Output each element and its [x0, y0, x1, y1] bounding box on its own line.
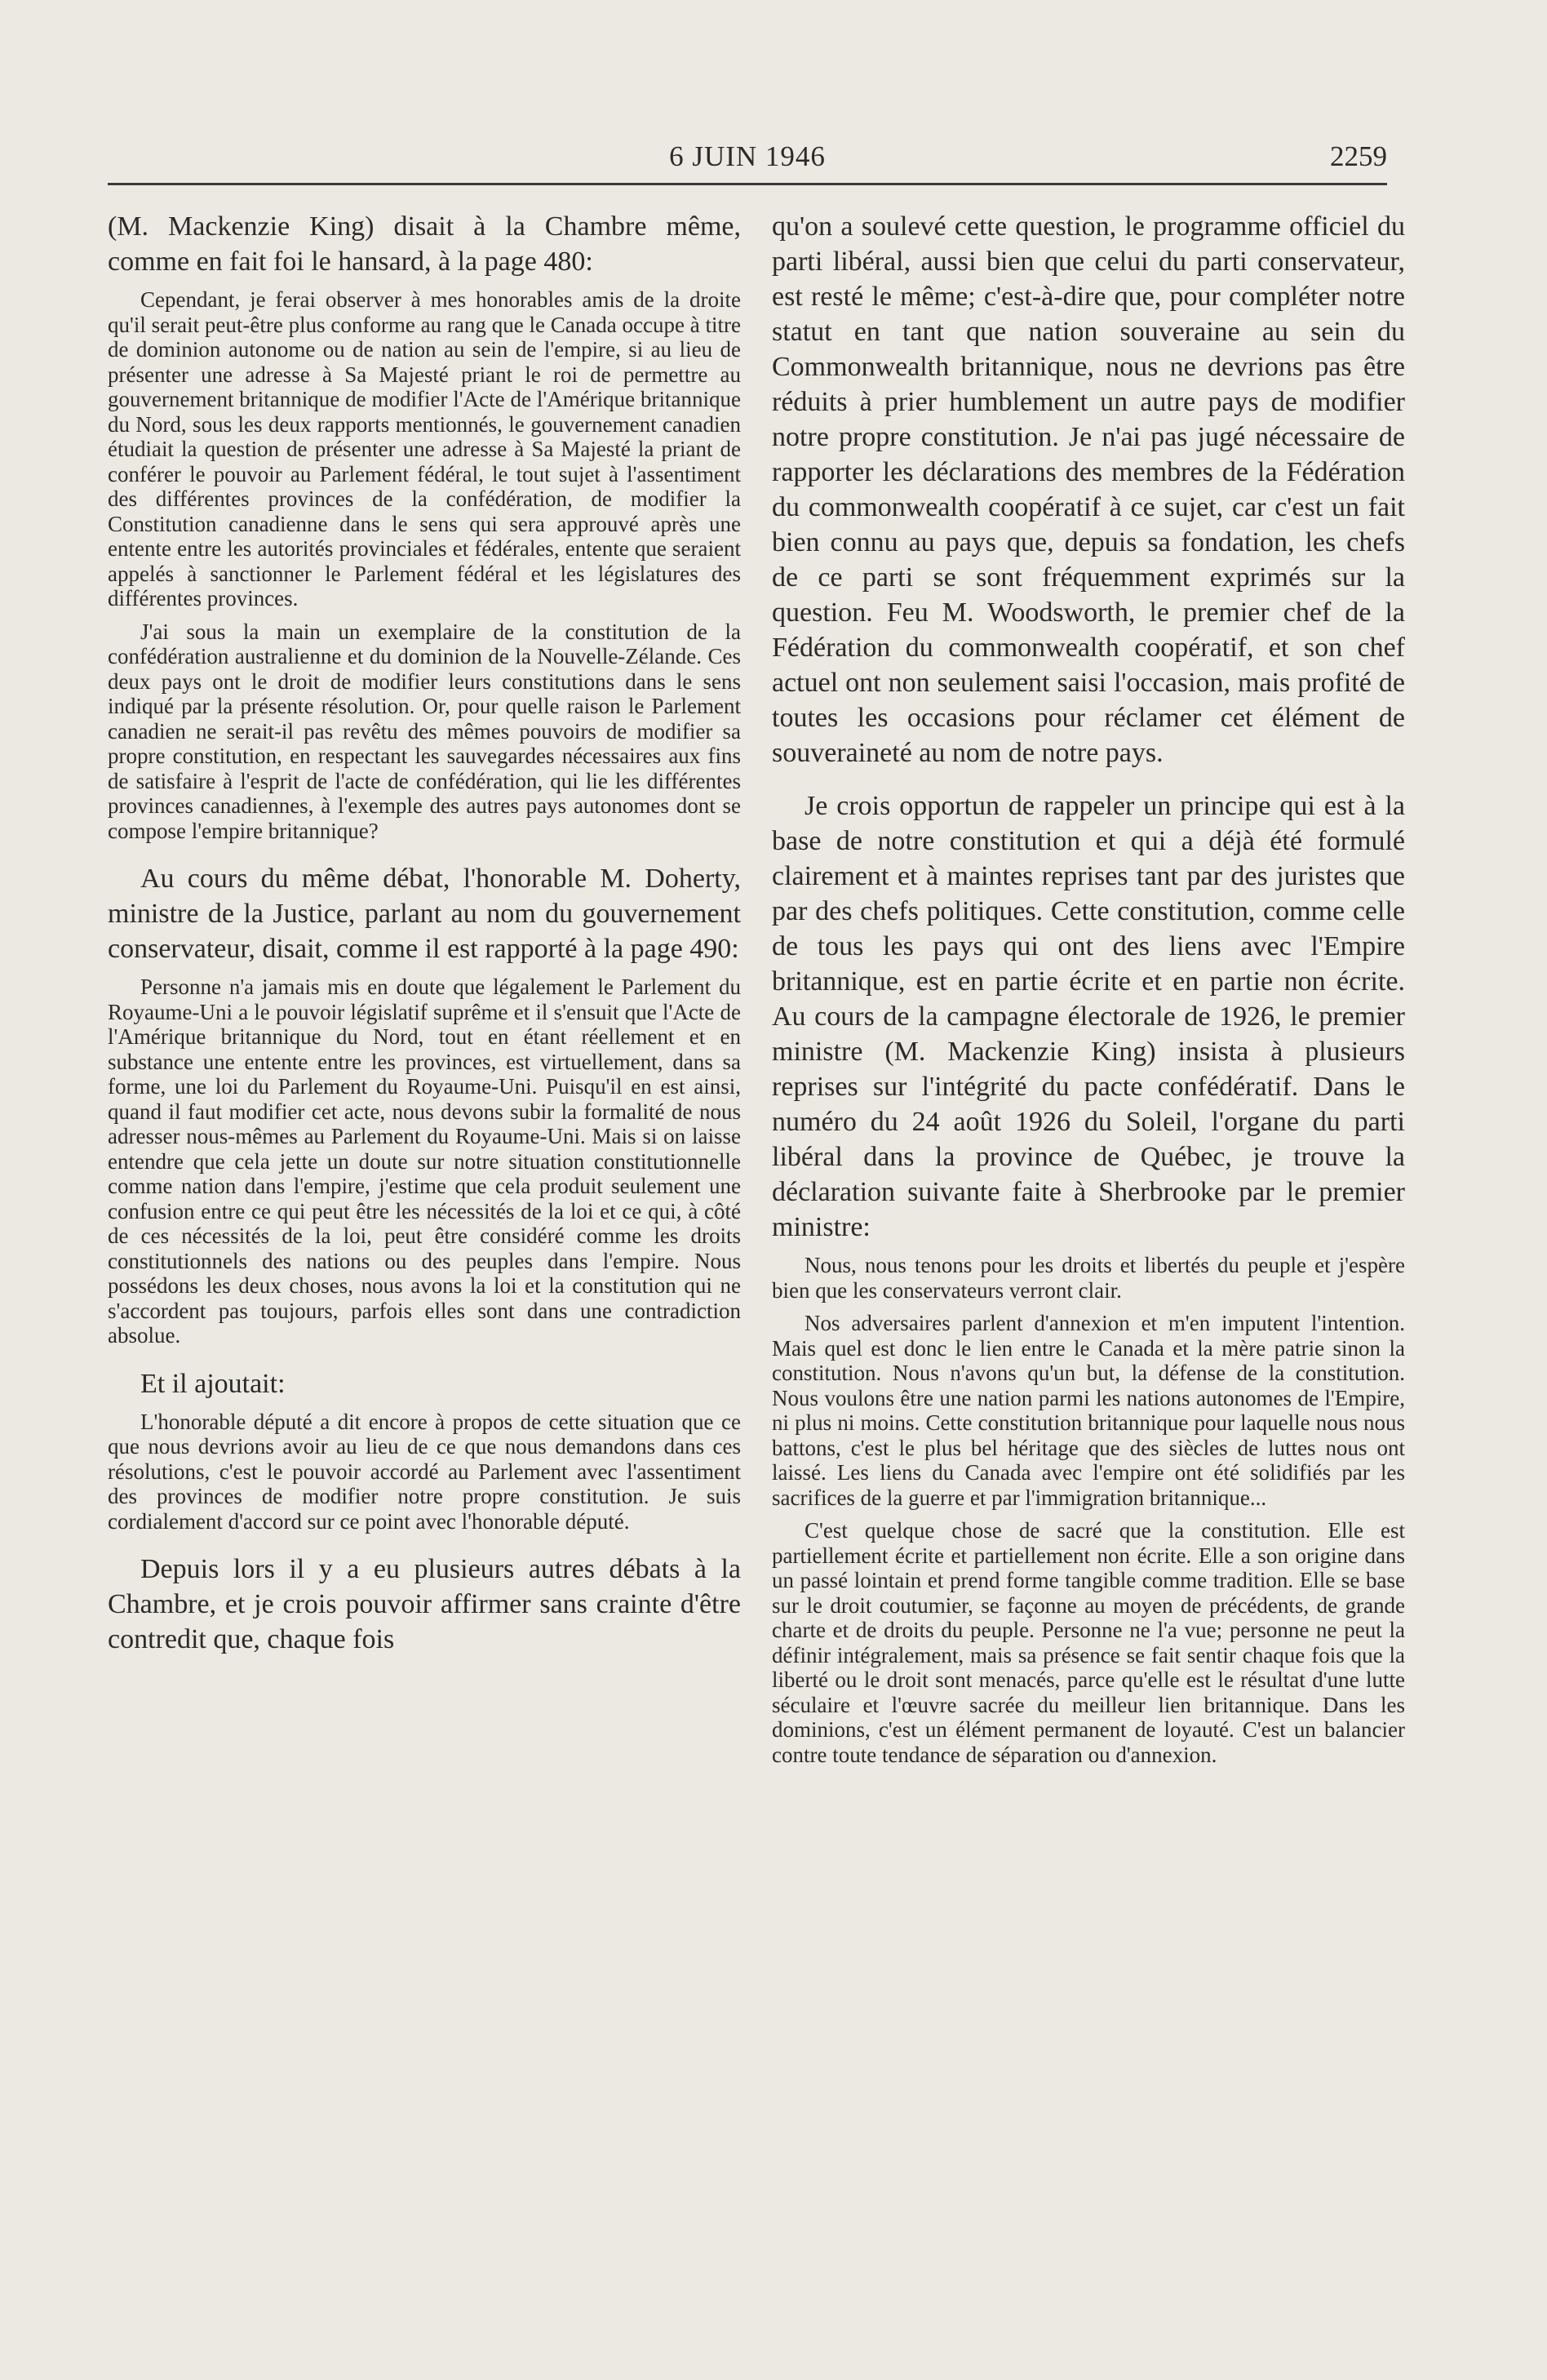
quote-paragraph: C'est quelque chose de sacré que la constitution. Elle est partiellement écrite et partiellement non écrite. Elle a son origine dans un passé lointain et prend forme tangible comme tradition. Elle se base sur le droit coutumier, se façonne au moyen de précédents, de grande charte et de droits du peuple. Personne ne l'a vue; personne ne peut la définir intégralement, mais sa présence se fait sentir chaque fois que la liberté ou le droit sont menacés, parce qu'elle est le résultat d'une lutte séculaire et l'œuvre sacrée du meilleur lien britannique. Dans les dominions, c'est un élément permanent de loyauté. C'est un balancier contre toute tendance de séparation ou d'annexion.	[772, 1518, 1405, 1767]
paragraph: Depuis lors il y a eu plusieurs autres débats à la Chambre, et je crois pouvoir affirmer sans crainte d'être contredit que, chaque fois	[108, 1554, 741, 1654]
page-header	[108, 137, 1387, 178]
quote-paragraph: Cependant, je ferai observer à mes honorables amis de la droite qu'il serait peut-être plus conforme au rang que le Canada occupe à titre de dominion autonome ou de nation au sein de l'empire, si au lieu de présenter une adresse à Sa Majesté priant le roi de permettre au gouvernement britannique de modifier l'Acte de l'Amérique britannique du Nord, sous les deux rapports mentionnés, le gouvernement canadien étudiait la question de présenter une adresse à Sa Majesté la priant de conférer le pouvoir au Parlement fédéral, le tout sujet à l'assentiment des différentes provinces de la confédération, de modifier la Constitution canadienne dans le sens qui sera approuvé après une entente entre les autorités provinciales et fédérales, entente que seraient appelés à sanctionner le Parlement fédéral et les législatures des différentes provinces.	[108, 287, 741, 611]
quote-paragraph: L'honorable député a dit encore à propos de cette situation que ce que nous devrions avoir au lieu de ce que nous demandons dans ces résolutions, c'est le pouvoir accordé au Parlement avec l'assentiment des provinces de modifier notre propre constitution. Je suis cordialement d'accord sur ce point avec l'honorable député.	[108, 1409, 741, 1534]
quote-paragraph: J'ai sous la main un exemplaire de la constitution de la confédération australienne et du dominion de la Nouvelle-Zélande. Ces deux pays ont le droit de modifier leurs constitutions dans le sens indiqué par la présente résolution. Or, pour quelle raison le Parlement canadien ne serait-il pas revêtu des mêmes pouvoirs de modifier sa propre constitution, en respectant les sauvegardes nécessaires aux fins de satisfaire à l'esprit de l'acte de confédération, qui lie les différentes provinces canadiennes, à l'exemple des autres pays autonomes dont se compose l'empire britannique?	[108, 619, 741, 843]
left-column	[108, 209, 741, 1657]
paragraph: Je crois opportun de rappeler un principe qui est à la base de notre constitution et qui a déjà été formulé clairement et à maintes reprises tant par des juristes que par des chefs politiques. Cette constitution, comme celle de tous les pays qui ont des liens avec l'Empire britannique, est en partie écrite et en partie non écrite. Au cours de la campagne électorale de 1926, le premier ministre (M. Mackenzie King) insista à plusieurs reprises sur l'intégrité du pacte confédératif. Dans le numéro du 24 août 1926 du Soleil, l'organe du parti libéral dans la province de Québec, je trouve la déclaration suivante faite à Sherbrooke par le premier ministre:	[772, 791, 1405, 1242]
paragraph: Au cours du même débat, l'honorable M. Doherty, ministre de la Justice, parlant au nom du gouvernement conservateur, disait, comme il est rapporté à la page 490:	[108, 864, 741, 964]
quote-paragraph: Nous, nous tenons pour les droits et libertés du peuple et j'espère bien que les conservateurs verront clair.	[772, 1253, 1405, 1303]
quote-paragraph: Nos adversaires parlent d'annexion et m'en imputent l'intention. Mais quel est donc le lien entre le Canada et la mère patrie sinon la constitution. Nous n'avons qu'un but, la défense de la constitution. Nous voulons être une nation parmi les nations autonomes de l'Empire, ni plus ni moins. Cette constitution britannique pour laquelle nous nous battons, c'est le plus bel héritage que des siècles de luttes nous ont laissé. Les liens du Canada avec l'empire ont été solidifiés par les sacrifices de la guerre et par l'immigration britannique...	[772, 1311, 1405, 1510]
paragraph: Et il ajoutait:	[140, 1368, 286, 1399]
page-number: 2259	[1330, 140, 1387, 172]
quote-paragraph: Personne n'a jamais mis en doute que légalement le Parlement du Royaume-Uni a le pouvoir législatif suprême et il s'ensuit que l'Acte de l'Amérique britannique du Nord, tout en étant réellement et en substance une entente entre les provinces, est virtuellement, dans sa forme, une loi du Parlement du Royaume-Uni. Puisqu'il en est ainsi, quand il faut modifier cet acte, nous devons subir la formalité de nous adresser nous-mêmes au Parlement du Royaume-Uni. Mais si on laisse entendre que cela jette un doute sur notre situation constitutionnelle comme nation dans l'empire, j'estime que cela produit seulement une confusion entre ce qui peut être les nécessités de la loi et ce qui, à côté de ces nécessités de la loi, peut être considéré comme les droits constitutionnels des nations ou des peuples dans l'empire. Nous possédons les deux choses, nous avons la loi et la constitution qui ne s'accordent pas toujours, parfois elles sont dans une contradiction absolue.	[108, 975, 741, 1348]
page-date: 6 JUIN 1946	[669, 140, 826, 172]
header-rule	[108, 183, 1387, 185]
right-column	[772, 209, 1405, 1767]
paragraph: (M. Mackenzie King) disait à la Chambre même, comme en fait foi le hansard, à la page 480:	[108, 211, 741, 277]
paragraph: qu'on a soulevé cette question, le programme officiel du parti libéral, aussi bien que celui du parti conservateur, est resté le même; c'est-à-dire que, pour compléter notre statut en tant que nation souveraine au sein du Commonwealth britannique, nous ne devrions pas être réduits à prier humblement un autre pays de modifier notre propre constitution. Je n'ai pas jugé nécessaire de rapporter les déclarations des membres de la Fédération du commonwealth coopératif à ce sujet, car c'est un fait bien connu au pays que, depuis sa fondation, les chefs de ce parti se sont fréquemment exprimés sur la question. Feu M. Woodsworth, le premier chef de la Fédération du commonwealth coopératif, et son chef actuel ont non seulement saisi l'occasion, mais profité de toutes les occasions pour réclamer cet élément de souveraineté au nom de notre pays.	[772, 211, 1405, 768]
